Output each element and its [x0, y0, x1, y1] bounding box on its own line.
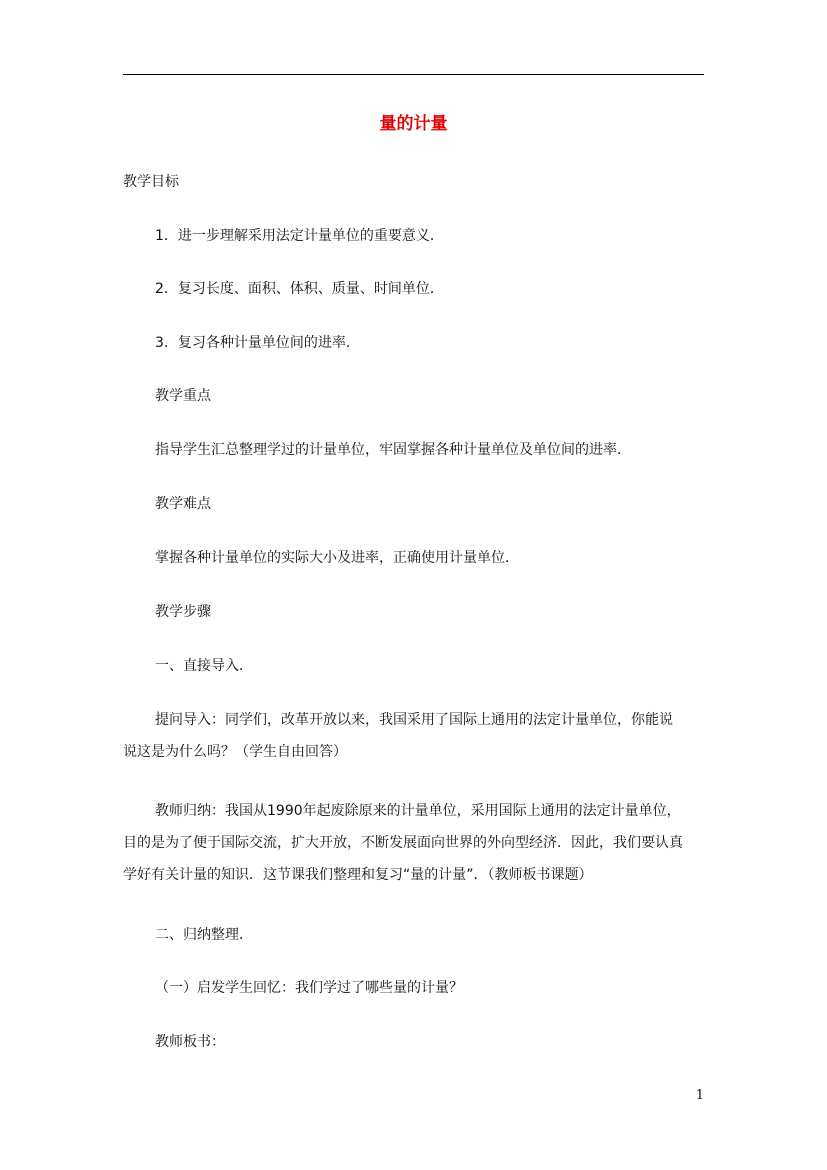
paragraph: 3．复习各种计量单位间的进率．	[155, 335, 360, 351]
paragraph: 二、归纳整理．	[155, 927, 253, 943]
section-heading-objectives: 教学目标	[123, 174, 179, 190]
header-rule	[123, 74, 704, 75]
section-heading-difficulties: 教学难点	[155, 496, 211, 512]
paragraph: 教师归纳：我国从1990年起废除原来的计量单位，采用国际上通用的法定计量单位，目的是为了便于国际交流，扩大开放，不断发展面向世界的外向型经济．因此，我们要认真学好有关计量的知识．这节课我们整理和复习“量的计量”．（教师板书课题）	[123, 803, 683, 883]
paragraph: 掌握各种计量单位的实际大小及进率，正确使用计量单位．	[155, 550, 519, 566]
section-heading-steps: 教学步骤	[155, 604, 211, 620]
paragraph: 指导学生汇总整理学过的计量单位，牢固掌握各种计量单位及单位间的进率．	[155, 442, 631, 458]
paragraph: 2．复习长度、面积、体积、质量、时间单位．	[155, 281, 444, 297]
paragraph: 1．进一步理解采用法定计量单位的重要意义．	[155, 228, 444, 244]
paragraph: 提问导入：同学们，改革开放以来，我国采用了国际上通用的法定计量单位，你能说说这是为什么吗？（学生自由回答）	[123, 712, 673, 760]
paragraph: 一、直接导入．	[155, 658, 253, 674]
paragraph: （一）启发学生回忆：我们学过了哪些量的计量？	[155, 980, 463, 996]
page-number: 1	[695, 1088, 704, 1103]
paragraph: 教师板书：	[155, 1034, 225, 1050]
page-title: 量的计量	[379, 114, 448, 134]
section-heading-key-points: 教学重点	[155, 388, 211, 404]
